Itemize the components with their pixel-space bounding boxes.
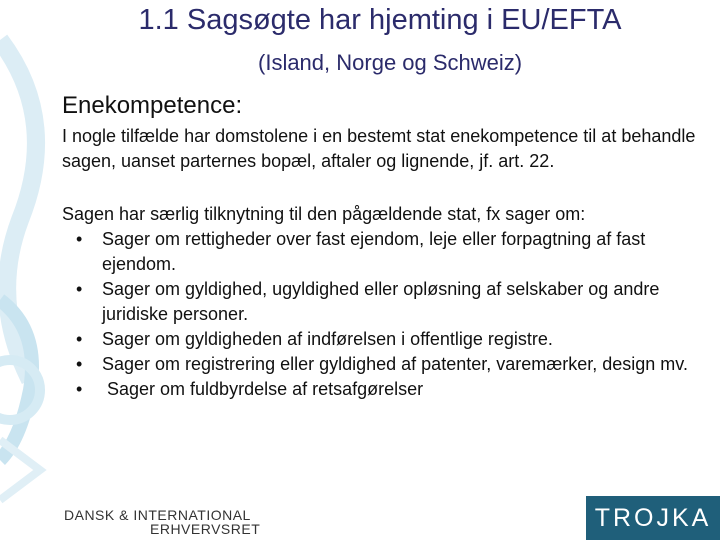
list-item-text: Sager om gyldigheden af indførelsen i offentlige registre. [102, 329, 553, 349]
list-item-text: Sager om fuldbyrdelse af retsafgørelser [102, 379, 424, 399]
bullet-icon: • [76, 229, 83, 249]
list-item [62, 277, 712, 327]
list-item [62, 227, 712, 277]
logo-dansk-international-erhvervsret [64, 508, 260, 536]
bullet-list [62, 227, 712, 402]
list-item-text: Sager om rettigheder over fast ejendom, leje eller forpagtning af fast ejendom. [102, 229, 646, 274]
paragraph-intro: Sagen har særlig tilknytning til den pågældende stat, fx sager om: [62, 204, 586, 224]
bullet-icon: • [76, 279, 83, 299]
logo-left-line1: DANSK & INTERNATIONAL [64, 507, 251, 523]
logo-trojka: TROJKA [586, 496, 720, 540]
slide-subtitle: (Island, Norge og Schweiz) [258, 50, 523, 75]
list-item [62, 377, 712, 402]
paragraph-enekompetence: I nogle tilfælde har domstolene i en bestemt stat enekompetence til at behandle sagen, uanset parternes bopæl, aftaler og lignende, jf. art. 22. [62, 126, 696, 171]
bullet-icon: • [76, 354, 83, 374]
list-item [62, 327, 712, 352]
list-item [62, 352, 712, 377]
list-item-text: Sager om registrering eller gyldighed af patenter, varemærker, design mv. [102, 354, 688, 374]
bullet-icon: • [76, 329, 83, 349]
list-item-text: Sager om gyldighed, ugyldighed eller opløsning af selskaber og andre juridiske personer. [102, 279, 660, 324]
section-heading: Enekompetence: [62, 92, 243, 119]
paragraph-tilknytning [62, 202, 712, 402]
bullet-icon: • [76, 379, 83, 399]
slide-title: 1.1 Sagsøgte har hjemting i EU/EFTA [138, 4, 622, 36]
logo-left-line2: ERHVERVSRET [150, 521, 261, 537]
